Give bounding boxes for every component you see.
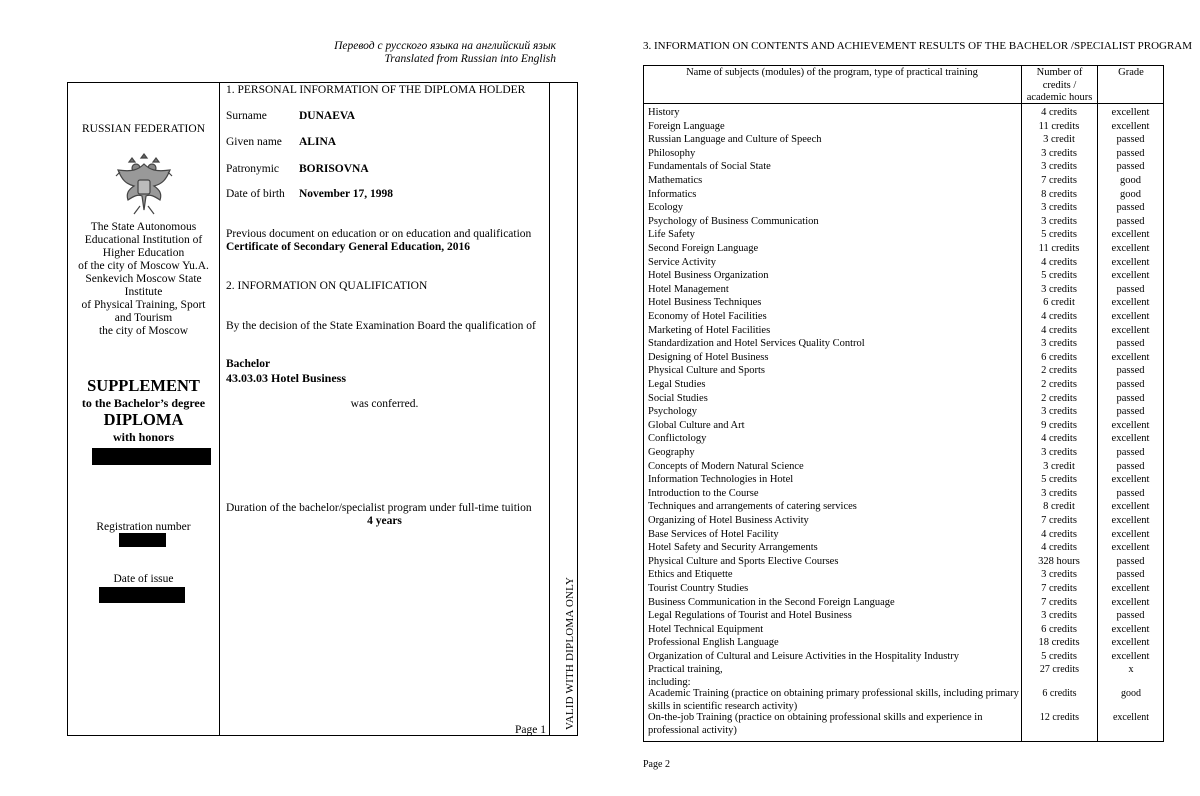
subject-cell: Standardization and Hotel Services Quality Control (648, 338, 865, 350)
subject-cell: Second Foreign Language (648, 243, 759, 254)
institution-line: the city of Moscow (98, 325, 189, 337)
section3-title: 3. INFORMATION ON CONTENTS AND ACHIEVEMENT RESULTS OF THE BACHELOR /SPECIALIST PROGRAM (643, 40, 1193, 52)
column-header-credits (1022, 67, 1097, 105)
grade-cell: excellent (1111, 419, 1150, 431)
institution-line: and Tourism (114, 312, 173, 324)
subject-cell: Global Culture and Art (648, 419, 745, 431)
subject-cell: Service Activity (648, 256, 716, 268)
grade-cell: excellent (1111, 596, 1150, 608)
grade-cell: excellent (1111, 107, 1150, 118)
ojt-training-label (648, 712, 982, 737)
grade-cell: excellent (1111, 474, 1150, 486)
coat-of-arms-emblem (112, 150, 176, 218)
grade-cell: passed (1116, 460, 1145, 472)
credits-cell: 3 credit (1043, 134, 1075, 146)
subject-cell: Business Communication in the Second Foreign Language (648, 596, 895, 608)
section1-title: 1. PERSONAL INFORMATION OF THE DIPLOMA HOLDER (226, 84, 526, 96)
ojt-training-grade: excellent (1112, 712, 1150, 723)
ojt-training-credits: 12 credits (1039, 712, 1080, 723)
institution-line: Senkevich Moscow State (85, 273, 202, 285)
institution-line: Higher Education (102, 247, 185, 259)
grade-cell: excellent (1111, 351, 1150, 363)
date-of-birth-value: November 17, 1998 (299, 188, 394, 200)
academic-training-label (648, 688, 1019, 713)
institution-line: The State Autonomous (90, 221, 197, 233)
credits-cell: 4 credits (1041, 433, 1077, 445)
table-row (643, 636, 1164, 650)
grade-cell: excellent (1111, 515, 1150, 526)
subject-cell: Psychology of Business Communication (648, 215, 819, 227)
practical-training-line: including: (648, 676, 691, 688)
academic-training-credits: 6 credits (1042, 688, 1077, 699)
credits-cell: 3 credits (1041, 215, 1077, 227)
redacted-registration-number (119, 533, 166, 547)
grade-cell: passed (1116, 610, 1145, 622)
grade-cell: passed (1116, 392, 1145, 404)
table-row (643, 582, 1164, 596)
credits-cell: 5 credits (1041, 474, 1077, 486)
table-row (643, 555, 1164, 569)
subject-cell: Hotel Business Techniques (648, 297, 762, 309)
grade-cell: passed (1116, 338, 1145, 350)
table-row (643, 228, 1164, 242)
table-row (643, 160, 1164, 174)
credits-cell: 5 credits (1041, 270, 1077, 282)
ojt-training-line: On-the-job Training (practice on obtaining professional skills and experience in (648, 712, 983, 723)
credits-cell: 4 credits (1041, 528, 1077, 540)
table-row (643, 432, 1164, 446)
subject-cell: Techniques and arrangements of catering services (648, 501, 857, 513)
grade-cell: passed (1116, 365, 1145, 377)
credits-cell: 6 credits (1041, 351, 1077, 363)
grade-cell: excellent (1111, 651, 1150, 662)
grade-cell: passed (1116, 161, 1145, 173)
patronymic-value: BORISOVNA (299, 163, 369, 175)
grade-cell: excellent (1111, 501, 1150, 513)
table-row (643, 609, 1164, 623)
subject-cell: Conflictology (648, 433, 707, 445)
grade-cell: excellent (1111, 243, 1150, 254)
practical-training-line: Practical training, (648, 664, 723, 675)
credits-cell: 3 credits (1041, 447, 1077, 458)
grade-cell: excellent (1111, 270, 1150, 282)
subject-cell: Designing of Hotel Business (648, 351, 769, 363)
grade-cell: excellent (1111, 256, 1150, 268)
academic-training-line: Academic Training (practice on obtaining primary professional skills, including primary (648, 688, 1019, 699)
grade-cell: excellent (1111, 583, 1150, 594)
credits-cell: 2 credits (1041, 379, 1077, 390)
table-row (643, 269, 1164, 283)
country-name: RUSSIAN FEDERATION (82, 123, 205, 135)
patronymic-label: Patronymic (226, 163, 280, 175)
credits-cell: 3 credits (1041, 569, 1077, 581)
subject-cell: Hotel Technical Equipment (648, 623, 764, 635)
credits-cell: 8 credits (1041, 188, 1077, 200)
subject-cell: Information Technologies in Hotel (648, 474, 794, 486)
grade-cell: passed (1116, 202, 1145, 214)
table-row (643, 310, 1164, 324)
subject-cell: Introduction to the Course (648, 487, 759, 499)
grade-cell: good (1120, 188, 1141, 200)
grade-cell: excellent (1111, 311, 1150, 322)
previous-document-value: Certificate of Secondary General Education, 2016 (226, 241, 471, 253)
subject-cell: Hotel Business Organization (648, 270, 769, 282)
subject-cell: Russian Language and Culture of Speech (648, 134, 822, 146)
table-row (643, 541, 1164, 555)
grade-cell: excellent (1111, 229, 1150, 241)
date-of-birth-label: Date of birth (226, 188, 285, 200)
credits-cell: 3 credits (1041, 283, 1077, 295)
grade-cell: excellent (1111, 120, 1150, 132)
grade-cell: good (1120, 175, 1141, 186)
table-row (643, 133, 1164, 147)
column-header-credits-line: academic hours (1026, 92, 1093, 103)
subject-cell: Hotel Management (648, 283, 729, 295)
subject-cell: Geography (648, 447, 695, 458)
table-row (643, 215, 1164, 229)
table-row (643, 596, 1164, 610)
table-row (643, 460, 1164, 474)
credits-cell: 11 credits (1038, 243, 1080, 254)
subject-cell: History (648, 107, 680, 118)
subject-cell: Marketing of Hotel Facilities (648, 324, 771, 336)
credits-cell: 3 credit (1043, 460, 1075, 472)
credits-cell: 4 credits (1041, 542, 1077, 554)
table-row (643, 296, 1164, 310)
credits-cell: 4 credits (1041, 256, 1077, 268)
subject-cell: Mathematics (648, 175, 703, 186)
credits-cell: 18 credits (1038, 637, 1080, 649)
credits-cell: 6 credits (1041, 623, 1077, 635)
subject-cell: Organization of Cultural and Leisure Activities in the Hospitality Industry (648, 651, 959, 662)
subject-cell: Economy of Hotel Facilities (648, 311, 767, 322)
grade-cell: passed (1116, 447, 1145, 458)
supplement-subtitle: to the Bachelor’s degree (81, 396, 206, 410)
subject-cell: Life Safety (648, 229, 695, 241)
table-row (643, 174, 1164, 188)
column-header-credits-line: credits / (1042, 79, 1077, 91)
table-row (643, 283, 1164, 297)
conferred-text: was conferred. (350, 398, 419, 410)
table-row (643, 242, 1164, 256)
valid-with-diploma-text: VALID WITH DIPLOMA ONLY (564, 576, 576, 730)
grade-cell: passed (1116, 569, 1145, 581)
table-row (643, 106, 1164, 120)
table-row (643, 568, 1164, 582)
table-row (643, 623, 1164, 637)
table-row (643, 650, 1164, 664)
subject-cell: Physical Culture and Sports (648, 365, 765, 377)
surname-label: Surname (226, 110, 267, 122)
grade-cell: passed (1116, 215, 1145, 227)
practical-training-credits: 27 credits (1039, 664, 1080, 675)
subject-cell: Informatics (648, 188, 697, 200)
subject-cell: Tourist Country Studies (648, 583, 749, 594)
grade-cell: excellent (1111, 433, 1150, 445)
column-header-grade: Grade (1118, 67, 1144, 78)
grade-cell: excellent (1111, 623, 1150, 635)
credits-cell: 4 credits (1041, 107, 1077, 118)
institution-name (72, 221, 215, 338)
table-row (643, 201, 1164, 215)
subject-cell: Concepts of Modern Natural Science (648, 460, 804, 472)
credits-cell: 5 credits (1041, 229, 1077, 241)
table-row (643, 405, 1164, 419)
table-row (643, 351, 1164, 365)
grade-cell: passed (1116, 147, 1145, 159)
redacted-diploma-number (92, 448, 211, 465)
table-row (643, 256, 1164, 270)
credits-cell: 3 credits (1041, 161, 1077, 173)
subject-cell: Legal Regulations of Tourist and Hotel Business (648, 610, 852, 622)
registration-number-label: Registration number (96, 521, 191, 533)
table-row (643, 514, 1164, 528)
diploma-title: DIPLOMA (103, 410, 184, 429)
decision-text: By the decision of the State Examination Board the qualification of (226, 320, 536, 332)
table-row (643, 487, 1164, 501)
subject-cell: Ethics and Etiquette (648, 569, 733, 581)
credits-cell: 7 credits (1041, 175, 1077, 186)
page1-number: Page 1 (515, 724, 546, 736)
given-name-label: Given name (226, 136, 282, 148)
credits-cell: 3 credits (1041, 610, 1077, 622)
grade-cell: passed (1116, 406, 1145, 418)
grade-cell: excellent (1111, 297, 1150, 309)
grade-cell: passed (1116, 283, 1145, 295)
credits-cell: 7 credits (1041, 596, 1077, 608)
table-row (643, 188, 1164, 202)
column-header-subject: Name of subjects (modules) of the program, type of practical training (686, 67, 978, 78)
column-header-credits-line: Number of (1036, 67, 1083, 78)
given-name-value: ALINA (299, 136, 337, 148)
subject-cell: Fundamentals of Social State (648, 161, 771, 173)
credits-cell: 328 hours (1038, 555, 1080, 567)
grade-cell: passed (1116, 379, 1145, 390)
table-row (643, 473, 1164, 487)
table-row (643, 419, 1164, 433)
table-row (643, 500, 1164, 514)
table-row (643, 364, 1164, 378)
subject-cell: Base Services of Hotel Facility (648, 528, 779, 540)
subject-cell: Hotel Safety and Security Arrangements (648, 542, 818, 554)
translation-note (334, 40, 556, 66)
qualification-code: 43.03.03 Hotel Business (226, 371, 347, 385)
grade-cell: excellent (1111, 324, 1150, 336)
redacted-date-of-issue (99, 587, 185, 603)
credits-cell: 3 credits (1041, 147, 1077, 159)
academic-training-grade: good (1121, 688, 1141, 699)
credits-cell: 3 credits (1041, 338, 1077, 350)
credits-cell: 6 credit (1043, 297, 1075, 309)
duration-text: Duration of the bachelor/specialist program under full-time tuition (226, 502, 532, 514)
subject-cell: Organizing of Hotel Business Activity (648, 515, 809, 526)
credits-cell: 2 credits (1041, 365, 1077, 377)
credits-cell: 2 credits (1041, 392, 1077, 404)
table-row (643, 392, 1164, 406)
grade-cell: passed (1116, 555, 1145, 567)
practical-training-grade: x (1128, 664, 1134, 675)
credits-cell: 7 credits (1041, 583, 1077, 594)
duration-value: 4 years (367, 515, 402, 527)
institution-line: Educational Institution of (84, 234, 203, 246)
previous-document-label: Previous document on education or on education and qualification (226, 228, 532, 240)
credits-cell: 11 credits (1038, 120, 1080, 132)
credits-cell: 3 credits (1041, 202, 1077, 214)
surname-value: DUNAEVA (299, 110, 356, 122)
practical-training-label (648, 664, 723, 689)
translation-note-russian: Перевод с русского языка на английский язык (334, 40, 556, 52)
table-row (643, 337, 1164, 351)
subject-cell: Social Studies (648, 392, 708, 404)
table-row (643, 446, 1164, 460)
ojt-training-line: professional activity) (648, 724, 737, 736)
subject-cell: Physical Culture and Sports Elective Courses (648, 555, 839, 567)
honors-label: with honors (112, 430, 174, 444)
grade-cell: excellent (1111, 542, 1150, 554)
credits-cell: 9 credits (1041, 419, 1077, 431)
institution-line: of Physical Training, Sport (81, 299, 206, 311)
credits-cell: 3 credits (1041, 406, 1077, 418)
credits-cell: 5 credits (1041, 651, 1077, 662)
table-row (643, 378, 1164, 392)
section2-title: 2. INFORMATION ON QUALIFICATION (226, 280, 428, 292)
translation-note-english: Translated from Russian into English (384, 53, 556, 65)
institution-line: Institute (124, 286, 163, 298)
grade-cell: excellent (1111, 528, 1150, 540)
table-row (643, 147, 1164, 161)
credits-cell: 3 credits (1041, 487, 1077, 499)
table-row (643, 528, 1164, 542)
date-of-issue-label: Date of issue (113, 573, 174, 585)
table-row (643, 324, 1164, 338)
qualification-degree: Bachelor (226, 358, 271, 370)
subject-cell: Legal Studies (648, 379, 706, 390)
credits-cell: 7 credits (1041, 515, 1077, 526)
academic-training-line: skills in scientific research activity) (648, 700, 798, 712)
subject-cell: Professional English Language (648, 637, 779, 649)
credits-cell: 4 credits (1041, 311, 1077, 322)
grade-cell: passed (1116, 487, 1145, 499)
page1-divider-right (549, 82, 550, 736)
subject-cell: Psychology (648, 406, 698, 418)
institution-line: of the city of Moscow Yu.A. (78, 260, 209, 272)
grade-cell: passed (1116, 134, 1145, 146)
supplement-title: SUPPLEMENT (87, 376, 200, 395)
grade-cell: excellent (1111, 637, 1150, 649)
subject-cell: Ecology (648, 202, 683, 214)
table-row (643, 120, 1164, 134)
page2-number: Page 2 (643, 759, 670, 770)
valid-with-diploma-note (563, 576, 577, 730)
subject-cell: Foreign Language (648, 120, 725, 132)
subject-cell: Philosophy (648, 147, 696, 159)
credits-cell: 8 credit (1043, 501, 1075, 513)
credits-cell: 4 credits (1041, 324, 1077, 336)
